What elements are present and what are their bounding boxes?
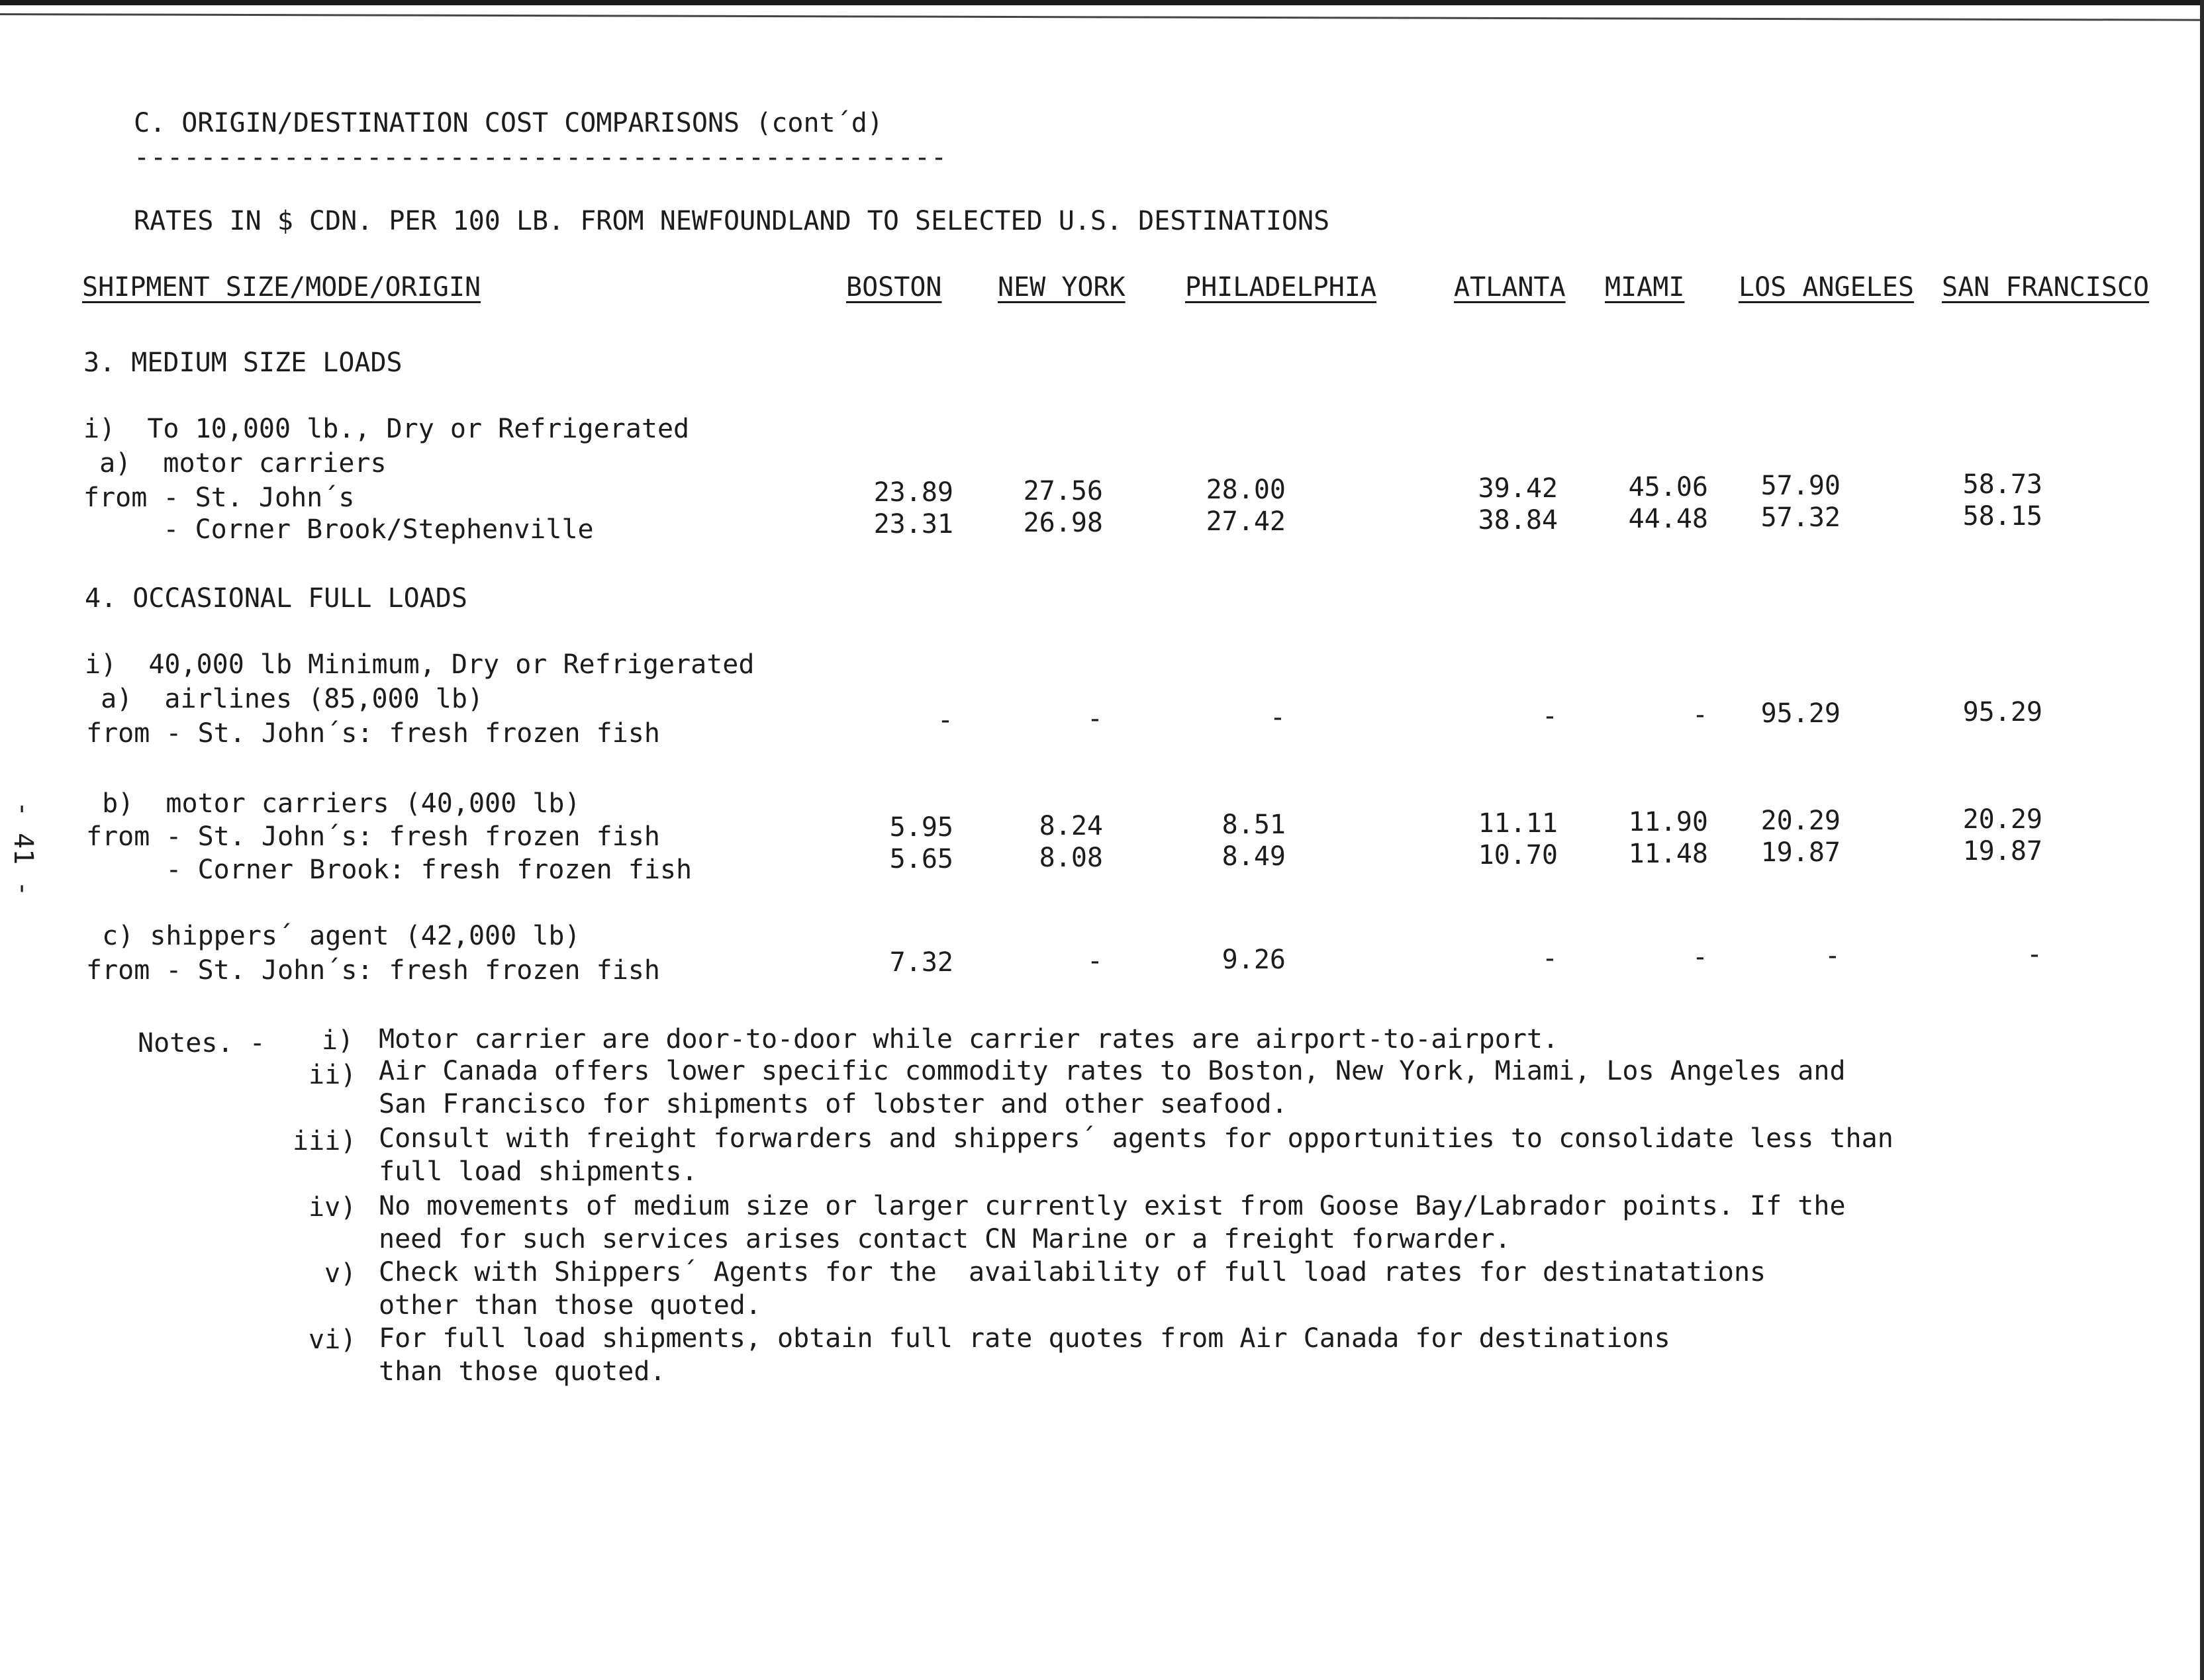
- rate-cell: 8.24: [1039, 811, 1103, 841]
- rate-cell: 45.06: [1628, 472, 1708, 502]
- row-header: SHIPMENT SIZE/MODE/ORIGIN: [82, 272, 481, 303]
- col-header-atlanta: ATLANTA: [1454, 272, 1566, 303]
- page-top-edge-line: [0, 13, 2204, 21]
- note-text: Consult with freight forwarders and shippers´ agents for opportunities to consolidate less than: [379, 1123, 1893, 1154]
- rate-cell: 95.29: [1962, 697, 2042, 727]
- rate-cell: 44.48: [1628, 504, 1708, 534]
- row-label: - Corner Brook: fresh frozen fish: [86, 855, 693, 885]
- rate-cell: 57.90: [1760, 471, 1841, 501]
- rate-cell: -: [937, 705, 953, 735]
- note-text-continued: than those quoted.: [379, 1356, 666, 1387]
- rate-cell: 27.56: [1023, 476, 1103, 506]
- col-header-philadelphia: PHILADELPHIA: [1185, 272, 1376, 303]
- note-text: Air Canada offers lower specific commodity rates to Boston, New York, Miami, Los Angeles and: [379, 1056, 1846, 1086]
- rate-cell: 8.08: [1039, 843, 1103, 873]
- subsection-mode-agent: c) shippers´ agent (42,000 lb): [86, 921, 581, 951]
- rate-cell: 95.29: [1760, 698, 1841, 729]
- rate-cell: 19.87: [1760, 837, 1841, 868]
- note-number: iii): [293, 1126, 357, 1156]
- subsection-weight-medium: i) To 10,000 lb., Dry or Refrigerated: [83, 414, 690, 444]
- note-number: iv): [309, 1192, 357, 1223]
- col-header-san-francisco: SAN FRANCISCO: [1942, 272, 2150, 303]
- rate-cell: 58.73: [1962, 469, 2042, 500]
- rate-cell: 19.87: [1962, 836, 2042, 866]
- section-title: C. ORIGIN/DESTINATION COST COMPARISONS (cont´d): [134, 108, 883, 138]
- page-number: - 41 -: [8, 801, 38, 897]
- col-header-los-angeles: LOS ANGELES: [1739, 272, 1914, 303]
- subsection-weight-full: i) 40,000 lb Minimum, Dry or Refrigerated: [85, 649, 755, 680]
- rate-cell: -: [1692, 942, 1708, 972]
- rates-subtitle: RATES IN $ CDN. PER 100 LB. FROM NEWFOUNDLAND TO SELECTED U.S. DESTINATIONS: [134, 206, 1330, 236]
- section-heading-medium: 3. MEDIUM SIZE LOADS: [83, 348, 403, 378]
- rate-cell: 39.42: [1478, 473, 1558, 504]
- note-number: vi): [309, 1325, 357, 1355]
- rate-cell: 57.32: [1760, 502, 1841, 533]
- row-label: from - St. John´s: [83, 483, 355, 513]
- note-number: v): [324, 1258, 357, 1289]
- rate-cell: 23.31: [873, 509, 953, 539]
- rate-cell: -: [1824, 941, 1841, 971]
- note-text: Motor carrier are door-to-door while carrier rates are airport-to-airport.: [379, 1024, 1559, 1054]
- rate-cell: 38.84: [1478, 505, 1558, 536]
- row-label: from - St. John´s: fresh frozen fish: [86, 821, 660, 852]
- row-label: from - St. John´s: fresh frozen fish: [86, 718, 660, 749]
- note-text-continued: full load shipments.: [379, 1156, 698, 1187]
- rate-cell: -: [1541, 701, 1558, 731]
- rate-cell: 20.29: [1962, 804, 2042, 835]
- col-header-new-york: NEW YORK: [998, 272, 1126, 303]
- page-right-edge: [2200, 0, 2204, 1680]
- rate-cell: 11.11: [1478, 808, 1558, 839]
- rate-cell: 23.89: [873, 477, 953, 508]
- rate-cell: 9.26: [1222, 945, 1286, 975]
- rate-cell: 27.42: [1206, 506, 1286, 537]
- rate-cell: -: [1692, 700, 1708, 730]
- note-text-continued: need for such services arises contact CN Marine or a freight forwarder.: [379, 1224, 1511, 1254]
- rate-cell: -: [2026, 939, 2042, 970]
- rate-cell: 28.00: [1206, 475, 1286, 505]
- rate-cell: 5.95: [889, 812, 953, 843]
- col-header-miami: MIAMI: [1605, 272, 1685, 303]
- rate-cell: -: [1086, 704, 1103, 734]
- rate-cell: 20.29: [1760, 806, 1841, 836]
- rate-cell: 11.48: [1628, 839, 1708, 869]
- note-text: Check with Shippers´ Agents for the availability of full load rates for destinatations: [379, 1257, 1766, 1287]
- rate-cell: 8.51: [1222, 810, 1286, 840]
- rate-cell: 10.70: [1478, 840, 1558, 870]
- note-number: ii): [309, 1060, 357, 1090]
- subsection-mode-motor: a) motor carriers: [83, 448, 387, 479]
- row-label: from - St. John´s: fresh frozen fish: [86, 955, 660, 986]
- note-text: For full load shipments, obtain full rate quotes from Air Canada for destinations: [379, 1323, 1670, 1354]
- section-heading-full: 4. OCCASIONAL FULL LOADS: [85, 583, 467, 614]
- rate-cell: -: [1269, 702, 1286, 733]
- notes-label: Notes. -: [138, 1028, 265, 1058]
- col-header-boston: BOSTON: [846, 272, 942, 303]
- note-text-continued: other than those quoted.: [379, 1290, 761, 1321]
- subsection-mode-airlines: a) airlines (85,000 lb): [85, 684, 484, 714]
- rate-cell: 7.32: [889, 947, 953, 978]
- note-text-continued: San Francisco for shipments of lobster and other seafood.: [379, 1089, 1288, 1119]
- rate-cell: 26.98: [1023, 508, 1103, 538]
- note-number: i): [322, 1025, 354, 1056]
- page-top-edge: [0, 0, 2204, 5]
- rate-cell: 11.90: [1628, 807, 1708, 837]
- title-underline-dashes: -------------------------------------------------: [134, 142, 948, 173]
- rate-cell: 8.49: [1222, 841, 1286, 872]
- row-label: - Corner Brook/Stephenville: [83, 514, 594, 545]
- rate-cell: 58.15: [1962, 501, 2042, 532]
- rate-cell: -: [1086, 946, 1103, 976]
- note-text: No movements of medium size or larger currently exist from Goose Bay/Labrador points. If the: [379, 1191, 1846, 1221]
- subsection-mode-motor-full: b) motor carriers (40,000 lb): [86, 788, 581, 819]
- rate-cell: 5.65: [889, 844, 953, 874]
- rate-cell: -: [1541, 943, 1558, 974]
